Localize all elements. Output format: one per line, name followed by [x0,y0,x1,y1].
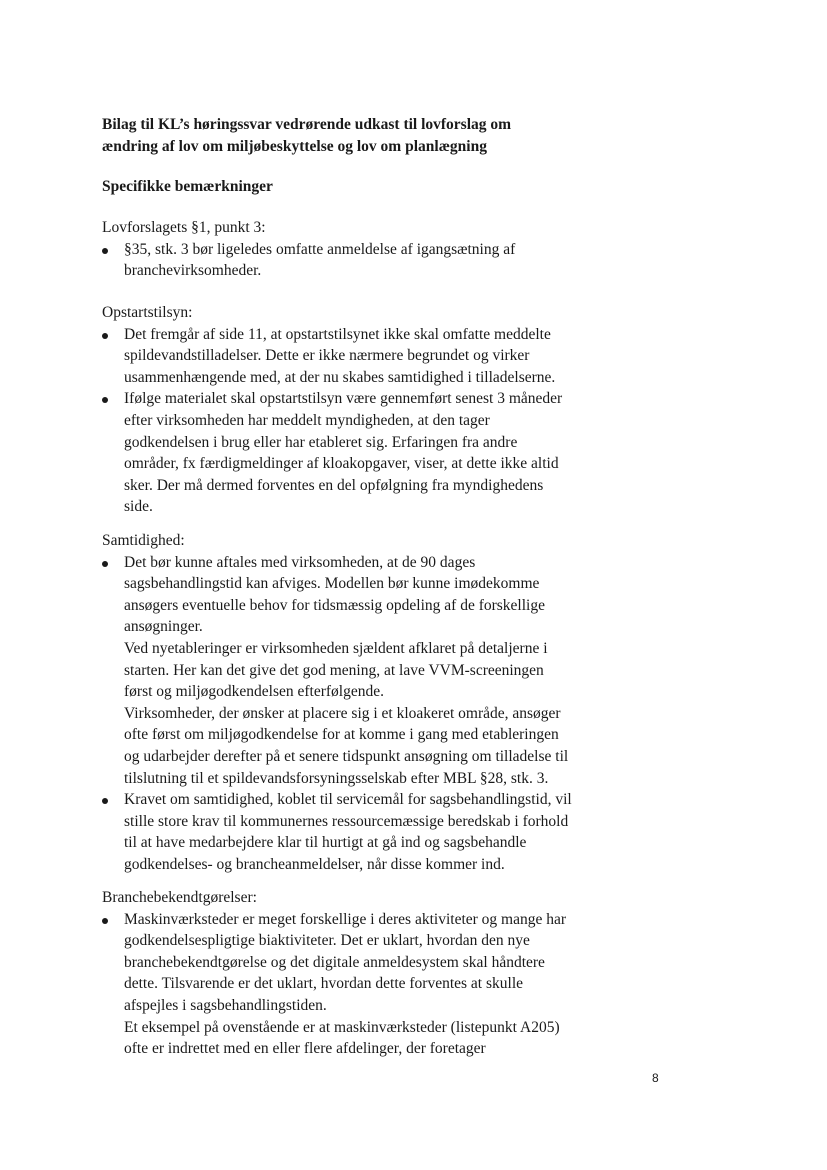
text-line: afspejles i sagsbehandlingstiden. [124,996,327,1014]
section-branchebekendtgorelser [102,887,632,1060]
title-line-1: Bilag til KL’s høringssvar vedrørende udkast til lovforslag om [102,116,512,133]
text-line: stille store krav til kommunernes ressourcemæssige beredskab i forhold [124,812,569,830]
text-line: godkendelsen i brug eller har etableret sig. Erfaringen fra andre [124,433,518,451]
bullet-item [102,552,632,790]
bullet-item [102,789,632,875]
bullet-icon [102,918,108,924]
text-line: ansøgers eventuelle behov for tidsmæssig opdeling af de forskellige [124,596,545,614]
text-line: Det fremgår af side 11, at opstartstilsynet ikke skal omfatte meddelte [124,325,551,343]
text-line: først og miljøgodkendelsen efterfølgende. [124,683,384,701]
bullet-item [102,324,632,389]
text-line: Maskinværksteder er meget forskellige i deres aktiviteter og mange har [124,910,567,928]
text-line: ofte først om miljøgodkendelse for at komme i gang med etableringen [124,726,559,744]
text-line: spildevandstilladelser. Dette er ikke nærmere begrundet og virker [124,347,530,365]
text-line: usammenhængende med, at der nu skabes samtidighed i tilladelserne. [124,368,556,386]
bullet-icon [102,333,108,339]
text-line: tilslutning til et spildevandsforsyningsselskab efter MBL §28, stk. 3. [124,769,549,787]
section-heading: Opstartstilsyn: [102,304,193,321]
bullet-icon [102,561,108,567]
section-title: Specifikke bemærkninger [102,178,273,195]
text-line: branchevirksomheder. [124,262,262,280]
text-line: Ifølge materialet skal opstartstilsyn være gennemført senest 3 måneder [124,390,563,408]
text-line: ansøgninger. [124,618,203,636]
text-line: starten. Her kan det give det god mening, at lave VVM-screeningen [124,661,544,679]
text-line: godkendelses- og brancheanmeldelser, når disse kommer ind. [124,855,505,873]
text-line: og udarbejder derefter på et senere tidspunkt ansøgning om tilladelse til [124,747,569,765]
section-heading: Branchebekendtgørelser: [102,889,257,906]
section-heading: Samtidighed: [102,532,185,549]
page-number: 8 [652,1071,659,1085]
bullet-icon [102,248,108,254]
text-line: §35, stk. 3 bør ligeledes omfatte anmeldelse af igangsætning af [124,240,516,258]
title-line-2: ændring af lov om miljøbeskyttelse og lov om planlægning [102,138,487,155]
section-lovforslagets [102,217,632,282]
text-line: Ved nyetableringer er virksomheden sjældent afklaret på detaljerne i [124,639,548,657]
text-line: til at have medarbejdere klar til hurtigt at gå ind og sagsbehandle [124,834,527,852]
bullet-item [102,909,632,1060]
bullet-icon [102,798,108,804]
text-line: Det bør kunne aftales med virksomheden, at de 90 dages [124,553,476,571]
section-heading: Lovforslagets §1, punkt 3: [102,219,266,236]
text-line: side. [124,498,153,516]
text-line: sker. Der må dermed forventes en del opfølgning fra myndighedens [124,476,544,494]
text-line: Virksomheder, der ønsker at placere sig i et kloakeret område, ansøger [124,704,561,722]
text-line: dette. Tilsvarende er det uklart, hvordan dette forventes at skulle [124,975,524,993]
text-line: ofte er indrettet med en eller flere afdelinger, der foretager [124,1040,486,1058]
bullet-item [102,388,632,518]
text-line: Et eksempel på ovenstående er at maskinværksteder (listepunkt A205) [124,1018,560,1036]
section-samtidighed [102,530,632,876]
bullet-item [102,239,632,282]
section-opstartstilsyn [102,302,632,518]
text-line: efter virksomheden har meddelt myndigheden, at den tager [124,411,490,429]
bullet-icon [102,397,108,403]
document-title [102,114,622,158]
text-line: godkendelsespligtige biaktiviteter. Det er uklart, hvordan den nye [124,932,530,950]
text-line: branchebekendtgørelse og det digitale anmeldesystem skal håndtere [124,953,545,971]
text-line: områder, fx færdigmeldinger af kloakopgaver, viser, at dette ikke altid [124,455,559,473]
text-line: Kravet om samtidighed, koblet til servicemål for sagsbehandlingstid, vil [124,791,572,809]
text-line: sagsbehandlingstid kan afviges. Modellen bør kunne imødekomme [124,575,540,593]
